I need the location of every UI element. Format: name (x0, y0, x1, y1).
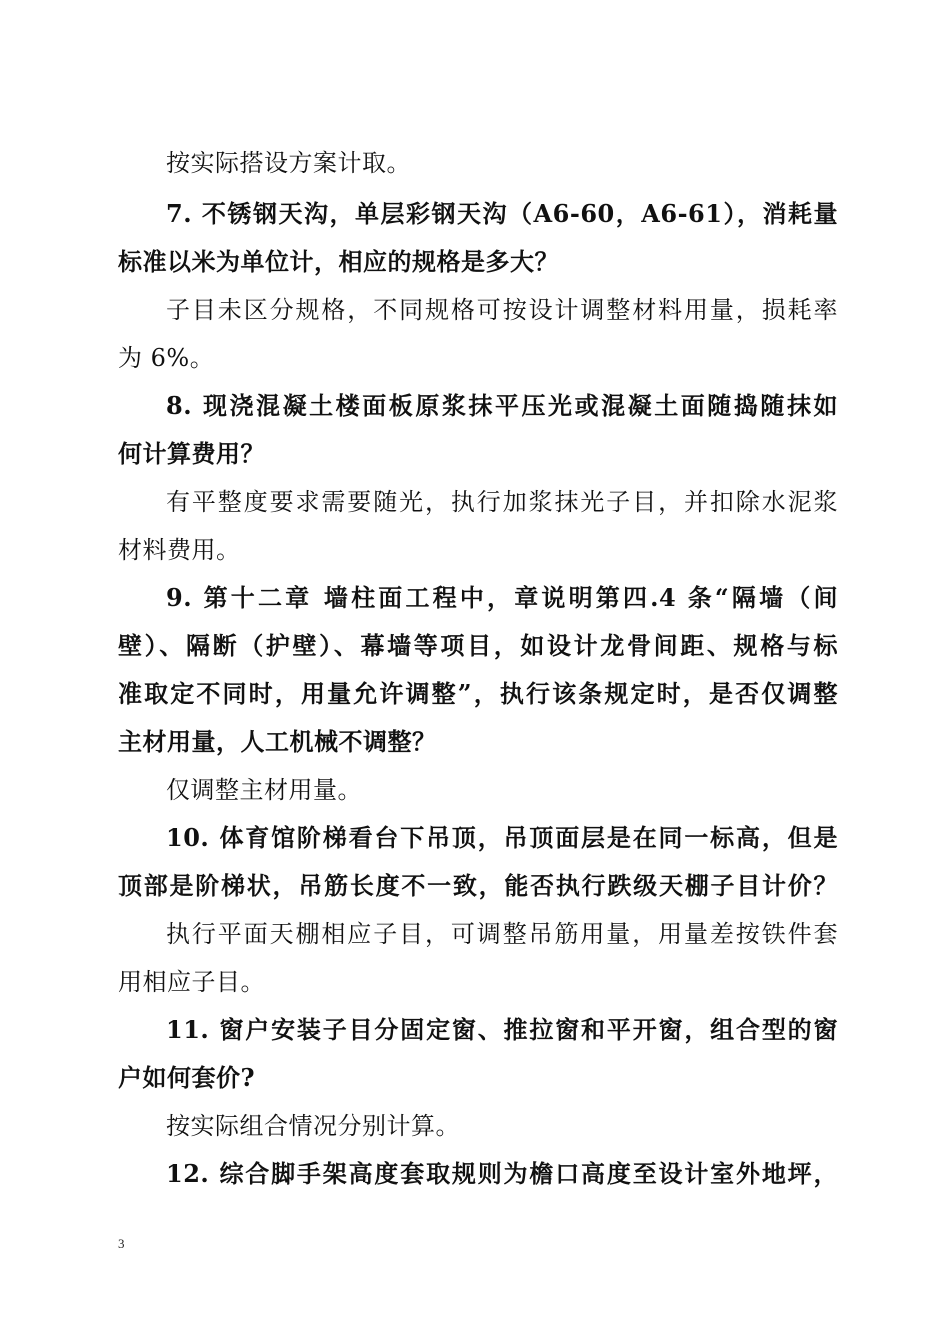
question-line: 主材用量，人工机械不调整？ (118, 727, 437, 756)
question-line: 10. 体育馆阶梯看台下吊顶，吊顶面层是在同一标高，但是 (166, 823, 838, 852)
answer-line: 用相应子目。 (118, 968, 265, 996)
answer-line: 有平整度要求需要随光，执行加浆抹光子目，并扣除水泥浆 (166, 488, 838, 516)
question-line: 9. 第十二章 墙柱面工程中，章说明第四.4 条“隔墙（间 (166, 583, 838, 612)
question-line: 何计算费用？ (118, 439, 265, 468)
answer-line: 按实际组合情况分别计算。 (166, 1112, 460, 1140)
answer-line: 执行平面天棚相应子目，可调整吊筋用量，用量差按铁件套 (166, 920, 838, 948)
question-line: 标准以米为单位计，相应的规格是多大？ (118, 247, 559, 276)
question-line: 7. 不锈钢天沟，单层彩钢天沟（A6-60，A6-61），消耗量 (166, 199, 838, 228)
question-line: 顶部是阶梯状，吊筋长度不一致，能否执行跌级天棚子目计价？ (118, 871, 838, 900)
answer-line: 为 6%。 (118, 344, 215, 372)
question-line: 12. 综合脚手架高度套取规则为檐口高度至设计室外地坪， (166, 1159, 838, 1188)
question-line: 户如何套价? (118, 1063, 256, 1092)
question-line: 8. 现浇混凝土楼面板原浆抹平压光或混凝土面随捣随抹如 (166, 391, 838, 420)
answer-line: 按实际搭设方案计取。 (166, 149, 411, 177)
answer-line: 子目未区分规格，不同规格可按设计调整材料用量，损耗率 (166, 296, 838, 324)
answer-line: 仅调整主材用量。 (166, 776, 362, 804)
page-number: 3 (118, 1236, 125, 1251)
question-line: 壁）、隔断（护壁）、幕墙等项目，如设计龙骨间距、规格与标 (118, 631, 838, 660)
answer-line: 材料费用。 (118, 536, 241, 564)
question-line: 准取定不同时，用量允许调整”，执行该条规定时，是否仅调整 (118, 679, 838, 708)
question-line: 11. 窗户安装子目分固定窗、推拉窗和平开窗，组合型的窗 (166, 1015, 838, 1044)
